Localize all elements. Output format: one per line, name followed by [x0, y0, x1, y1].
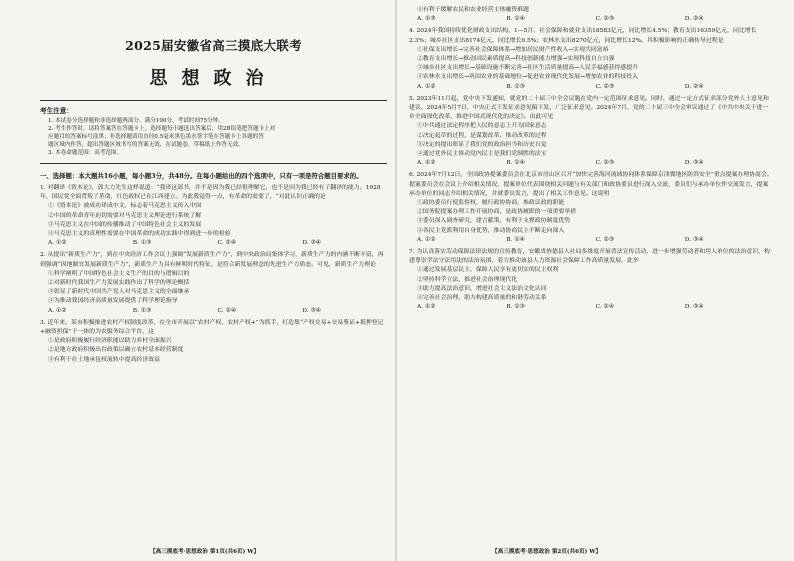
statement-item: ②教育支出增长→推动国民素质提高→科技创新能力增强→实现科技自立自强: [417, 56, 615, 63]
question-1: [40, 184, 387, 248]
question-3-continued: [409, 6, 774, 24]
option-a[interactable]: A. ①②: [48, 240, 67, 247]
note-line: 题区域内作答，超出答题区域书写的答案无效，在试题卷、草稿纸上作答无效。: [48, 142, 244, 148]
question-2: [40, 251, 387, 315]
question-stem: 3. 近年来，某市积极推进农村产权制度改革，在全市开展以“农村产权、农村产权+”为抓手，打造集“产权交易+交易鉴证+抵押登记+融资担保”于一体的为农服务综合平台，这: [40, 319, 384, 336]
statement-item: ④完善社会治理，助力构建高质量的和谐劳动关系: [417, 295, 547, 302]
statement-item: ④有利于缓解农民和农业经营主体融资难题: [417, 7, 529, 13]
option-b[interactable]: B. ①④: [506, 236, 525, 243]
question-6: [409, 171, 774, 245]
statement-item: ④农林水支出增长→巩固农业的基础地位→促进农业现代化发展→增加农业的科技投入: [417, 74, 638, 81]
option-a[interactable]: A. ①②: [417, 236, 436, 243]
option-a[interactable]: A. ①②: [48, 307, 67, 314]
statement-item: ②决定起草的过程，是谋划改革、推动改革的过程: [417, 132, 547, 139]
statement-item: ③马克思主义在中国的传播推动了中国特色社会主义的发展: [48, 221, 202, 228]
answer-options: [409, 159, 774, 168]
statement-item: ①政协委员行使监督权，履行政协协商，参政议政的职能: [417, 200, 565, 207]
option-a[interactable]: A. ①③: [417, 16, 436, 23]
divider-line: [40, 163, 387, 164]
question-5: [409, 95, 774, 169]
question-stem: 5. 2023年11月起，党中央下发通知，就党的二十届三中全会议题在党内一定范围征求意见。同时，通过一定方式征求部分党外人士意见和建议。2024年5月7日，中央正式下发征求意见稿下发，广泛征求意见。2024年7月，党的二十届三中全会审议通过了《中共中央关于进一步全面深化改革、推进中国式现代化的决定》。由此可见: [409, 95, 769, 121]
page-footer: 【高三摸底考·思想政治 第1页(共6页) W】: [150, 549, 260, 555]
option-c[interactable]: C. ②④: [217, 240, 237, 247]
exam-page-2: [397, 0, 794, 561]
option-d[interactable]: D. ②④: [684, 83, 704, 90]
answer-options: [409, 83, 774, 92]
statement-item: ②国务院提案办理工作开展协商，是政协履职的一项重要举措: [417, 209, 577, 216]
question-stem: 2. 从提出“新质生产力”，到在中央经济工作会议上强调“发展新质生产力”，到中央政治局集体学习，新质生产力的内涵不断丰富，再到强调“因地制宜发展新质生产力”，新质生产力具有鲜明时代特征，是符合新发展理念的先进生产力质态。可见，新质生产力理论: [40, 252, 384, 268]
statement-item: ①社保支出增长→完善社会保障体系→增加居民财产性收入→实现共同富裕: [417, 46, 609, 53]
option-d[interactable]: D. ③④: [684, 236, 704, 243]
statement-item: ④各民主党派利用自身优势，推动协商民主不断走向深入: [417, 227, 565, 234]
option-d[interactable]: D. ③④: [684, 304, 704, 311]
option-a[interactable]: A. ①②: [417, 304, 436, 311]
statement-item: ①通过发展基层民主，保障人民享有更切实的民主权利: [417, 267, 559, 274]
question-7: [409, 248, 774, 312]
question-stem: 1. 对翻译《资本论》，郭大力先生这样说道：“我译这部书，并不是因为我已经很理解它，也不是因为我已经有了翻译的能力。1928年，国民党全面背叛了革命，红色政权已在江西建立。为此我觉得一点，有革命的需要了，“对此认识正确的是: [40, 185, 381, 201]
option-b[interactable]: B. ①③: [506, 83, 525, 90]
option-b[interactable]: B. ①④: [506, 16, 525, 23]
note-line: 2. 考生作答时，请将答案答在答题卡上。选择题每小题选出答案后，用2B铅笔把答题卡上对: [48, 126, 276, 132]
option-a[interactable]: A. ①②: [417, 83, 436, 90]
statement-item: ③助力提高法治意识，增进社会主义法治文化认同: [417, 285, 547, 292]
question-stem: 7. 为认真落实劳动保障法律法规的宣传教育，安徽省旌德县人社局多维度开展普法宣传活动，进一步增强劳动者和用人单位的法治意识，构建尊崇学法守法用法的法治氛围，着力推动该县人力资源社会保障工作高质量发展。此举: [409, 249, 770, 265]
option-b[interactable]: B. ①③: [132, 240, 152, 247]
statement-item: ④马克思主义的真理性需要在中国革命的成功实践中得到进一步的检验: [48, 231, 231, 238]
statement-item: ③彰显了新时代中国共产党人对马克思主义的全面继承: [48, 289, 190, 296]
answer-options: [409, 303, 774, 312]
question-4: [409, 27, 774, 91]
option-c[interactable]: C. ②③: [595, 16, 615, 23]
statement-item: ①科学阐明了中国特色社会主义生产的目的与逻辑目的: [48, 270, 190, 277]
note-line: 1. 本试卷分选择题和非选择题两部分。满分100分，考试时间75分钟。: [48, 118, 224, 124]
option-d[interactable]: D. ③④: [302, 240, 322, 247]
notes-heading: 考生注意：: [40, 107, 73, 115]
option-b[interactable]: B. ①③: [132, 307, 152, 314]
statement-item: ③委员深入调查研究，建言献策，有利于支撑政协制度优势: [417, 218, 571, 225]
note-line: 3. 本卷命题范围：高考范围。: [48, 150, 123, 156]
option-c[interactable]: C. ②③: [595, 83, 615, 90]
option-c[interactable]: C. ②③: [595, 160, 615, 167]
option-b[interactable]: B. ①④: [506, 160, 525, 167]
subject-title: 思想政治: [149, 68, 278, 89]
option-c[interactable]: C. ②③: [595, 236, 615, 243]
statement-item: ①《资本论》被成功译成中文，标志着马克思主义传入中国: [48, 203, 202, 210]
section-heading: 一、选择题：本大题共16小题，每小题3分，共48分。在每小题给出的四个选项中，只有一项是符合题目要求的。: [40, 172, 363, 180]
statement-item: ②坚持科学立法，推进社会治理现代化: [417, 276, 518, 283]
option-d[interactable]: D. ③④: [684, 160, 704, 167]
statement-item: ④通过党外民主推动党内民主是我们党制胜的法宝: [417, 151, 547, 158]
statement-item: ②是地方政府积极出台政策以确立农村基本经营制度: [48, 347, 184, 354]
option-a[interactable]: A. ①②: [417, 160, 436, 167]
option-c[interactable]: C. ②④: [595, 304, 615, 311]
question-stem: 6. 2024年7月12日，全国政协提案委员会在北京市房山区召开“加快完善海河流域协同体系保障京津冀地区防洪安全”重点提案办理协商会。提案委员会在会议上介绍相关情况，提案单位代表围绕相关问题与有关部门和政协委员进行深入交流，委员们与承办单位作交流发言，提案承办单位的同志介绍相关情况，并就委员发言，提出了相关工作意见。这说明: [409, 172, 773, 197]
question-3: [40, 319, 387, 365]
option-b[interactable]: B. ①③: [506, 304, 525, 311]
statement-item: ④为推动我国经济高质量发展提供了科学理论指导: [48, 298, 178, 305]
statement-item: ②对新时代我国生产力发展实践作出了科学的理论概括: [48, 280, 190, 287]
page-footer: 【高三摸底考·思想政治 第2页(共6页) W】: [492, 549, 602, 555]
answer-options: [409, 15, 774, 24]
option-c[interactable]: C. ②④: [217, 307, 237, 314]
statement-item: ②中国的革命青年迫切需要对马克思主义理论进行系统了解: [48, 212, 202, 219]
option-d[interactable]: D. ③④: [302, 307, 322, 314]
divider-line: [40, 100, 387, 101]
statement-item: ③决定的提出彰显了我们党的政治担当和历史自觉: [417, 141, 547, 148]
statement-item: ①中共通过法定程序把人民的意志上升为国家意志: [417, 123, 547, 130]
answer-options: [40, 239, 387, 248]
statement-item: ①是政府积极履行经济职能以助力乡村全面振兴: [48, 338, 172, 345]
statement-item: ③城乡社区支出增长→基础设施不断完善→社区生活质量提高→人民幸福感获得感提升: [417, 65, 638, 72]
exam-title: 2025届安徽省高三摸底大联考: [125, 38, 302, 53]
answer-options: [409, 236, 774, 245]
option-d[interactable]: D. ②④: [684, 16, 704, 23]
statement-item: ③有利于在土地承包权流转中提高经济效益: [48, 356, 160, 363]
answer-options: [40, 307, 387, 316]
note-line: 应题目的答案标号涂黑；非选择题请用直径0.5毫米黑色墨水签字笔在答题卡上各题的答: [48, 134, 264, 140]
question-stem: 4. 2024年我国持续优化财政支出结构，1—5月，社会保障和就业支出18583亿元，同比增长4.5%；教育支出16359亿元，同比增长2.3%；城乡社区支出8174亿元，同比增长9.5%；农林水支出8270亿元，同比增长12%。其积极影响的正确传导过程是: [409, 28, 757, 44]
